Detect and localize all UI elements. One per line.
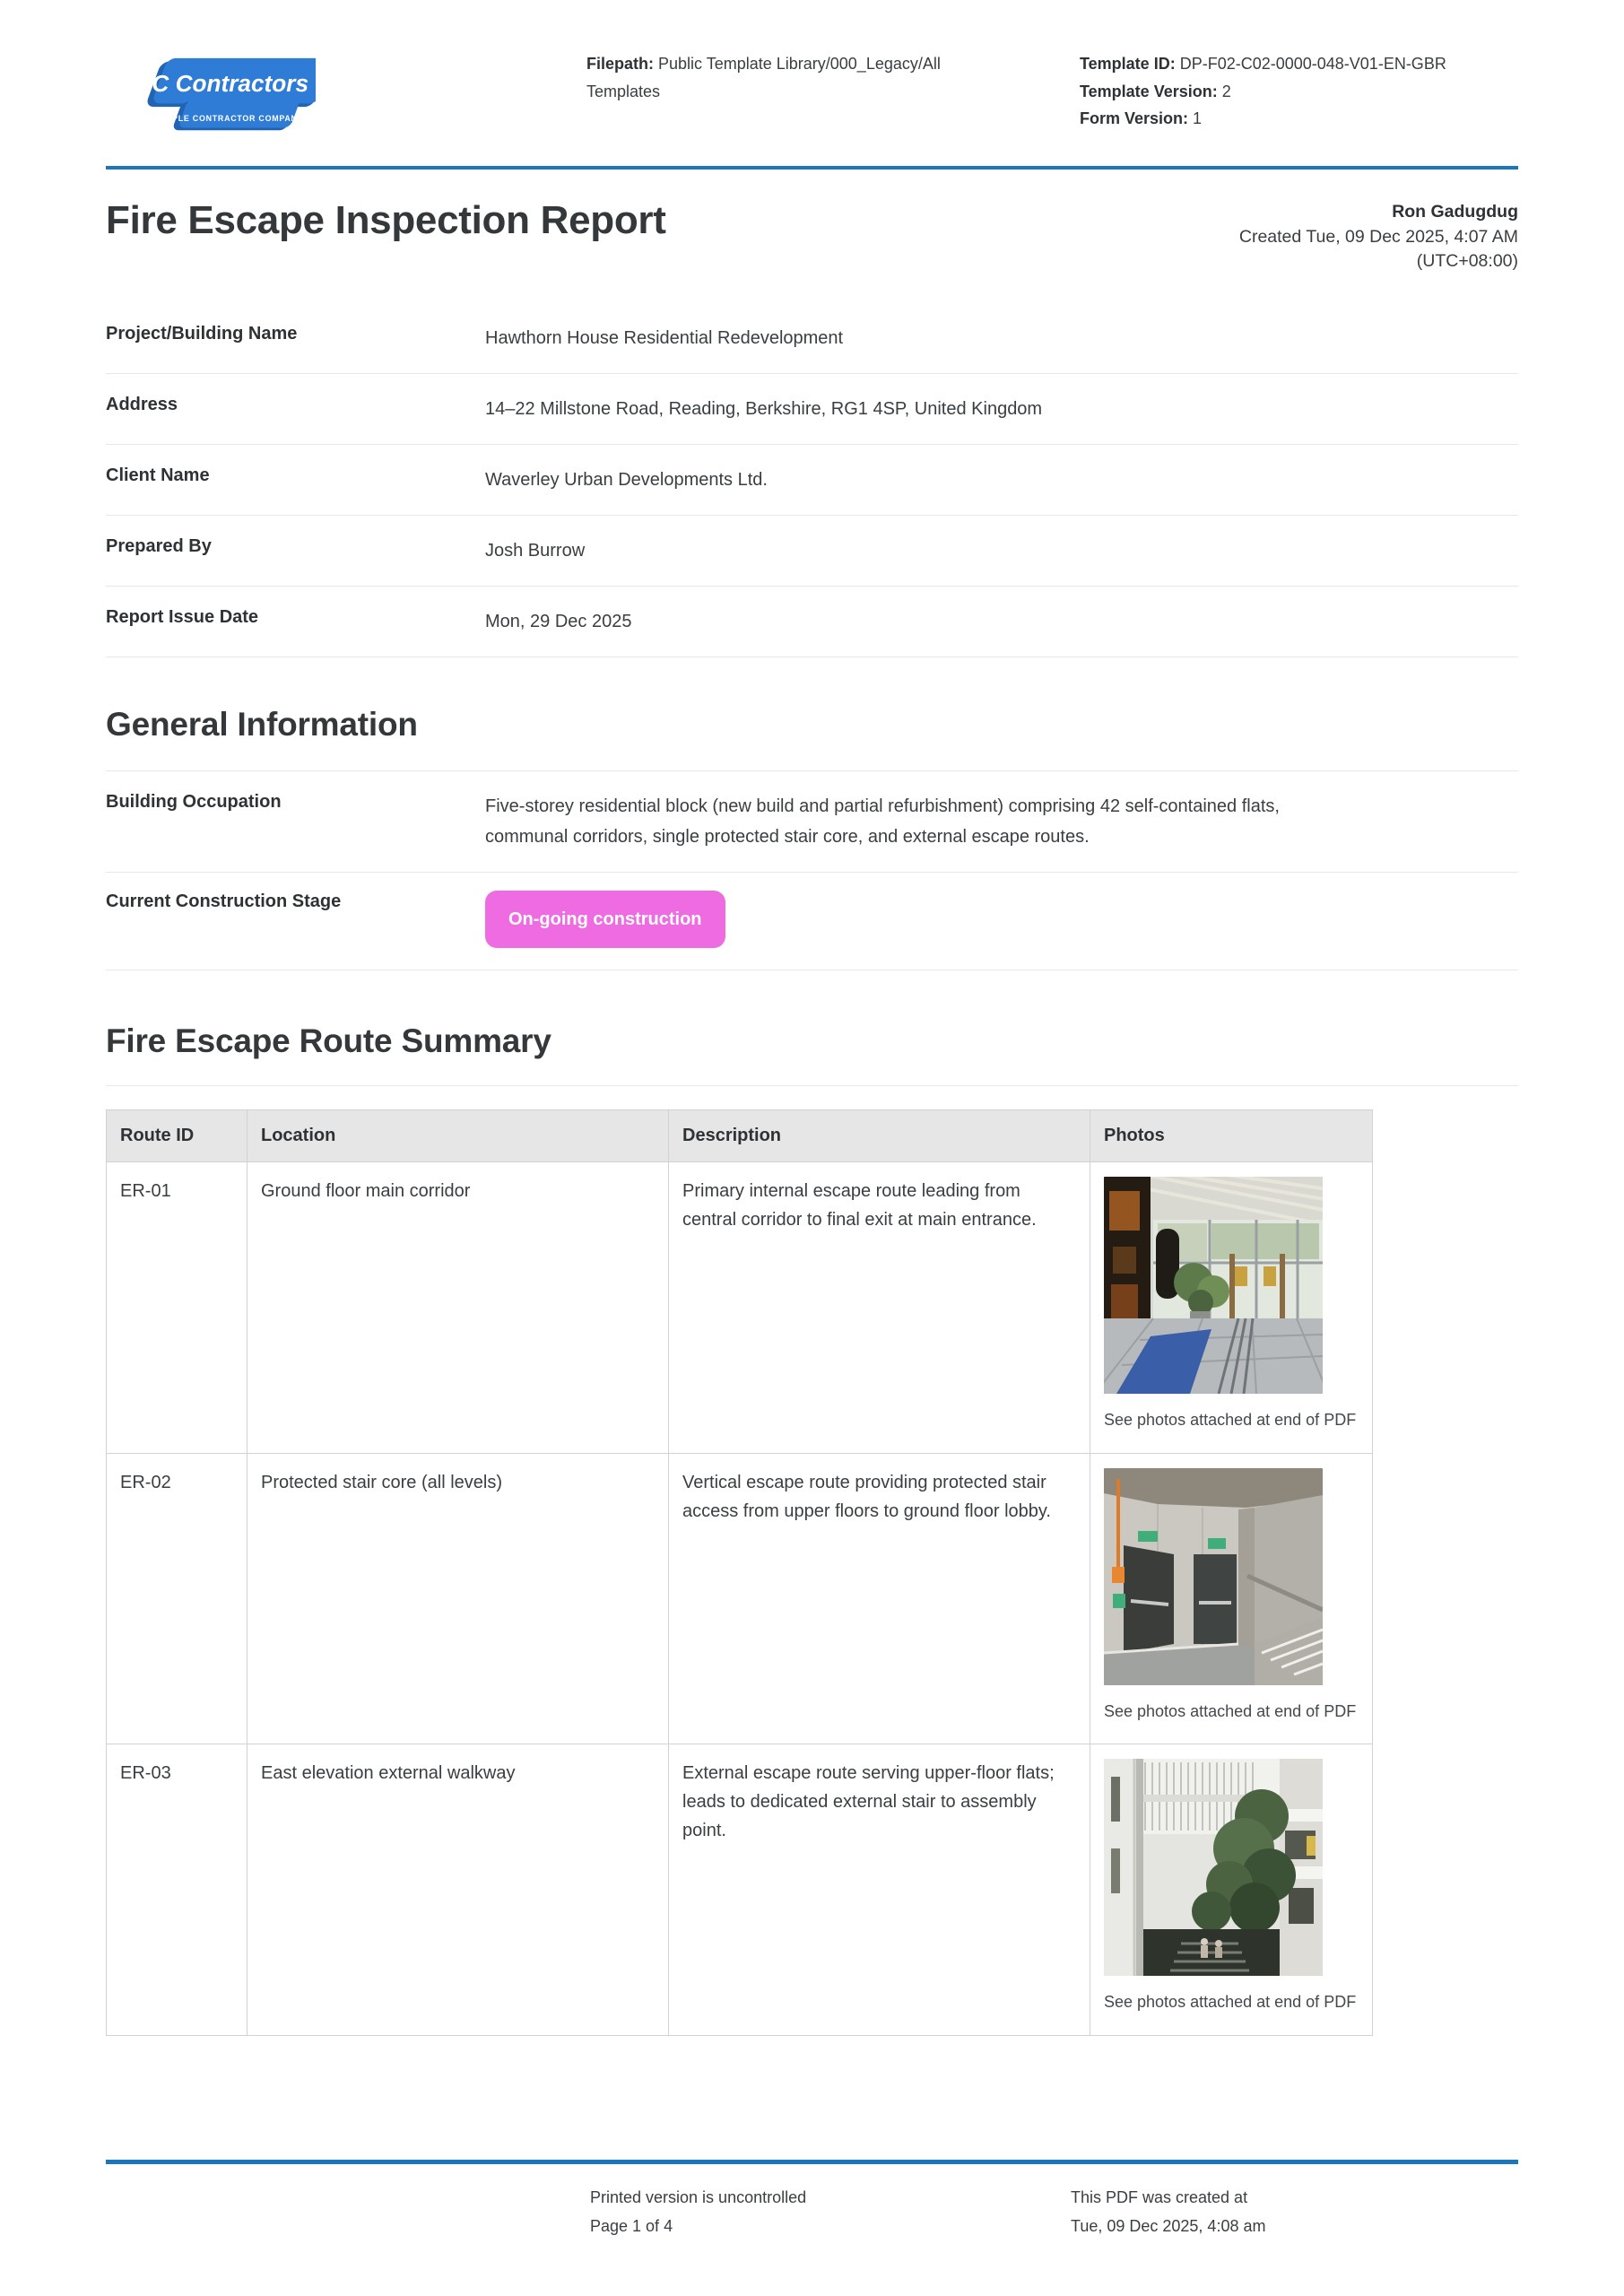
- photo-cell: [1090, 1162, 1373, 1454]
- route-summary-section: [106, 1022, 1518, 2036]
- photo-caption: See photos attached at end of PDF: [1104, 1993, 1357, 2012]
- col-description: Description: [669, 1110, 1090, 1162]
- photo-caption: See photos attached at end of PDF: [1104, 1701, 1357, 1720]
- photo-cell: [1090, 1744, 1373, 2036]
- description-cell: External escape route serving upper-floor flats; leads to dedicated external stair to assembly point.: [669, 1744, 1090, 2036]
- field-row-project: Project/Building Name Hawthorn House Residential Redevelopment: [106, 303, 1518, 374]
- svg-text:ABC Contractors: ABC Contractors: [117, 70, 309, 98]
- table-row-er01: [107, 1162, 1373, 1454]
- abc-contractors-logo-icon: [106, 52, 316, 138]
- page-title: Fire Escape Inspection Report: [106, 198, 666, 242]
- route-summary-table: [106, 1109, 1373, 2036]
- general-information-heading: General Information: [106, 706, 418, 744]
- section-divider: [106, 1085, 1518, 1086]
- footer-created-timestamp: Tue, 09 Dec 2025, 4:08 am: [1071, 2216, 1266, 2235]
- page-footer: [106, 2160, 1518, 2240]
- description-cell: Vertical escape route providing protected stair access from upper floors to ground floor lobby.: [669, 1453, 1090, 1744]
- footer-left-block: [590, 2184, 913, 2240]
- created-by-block: [1239, 200, 1518, 274]
- photo-caption: See photos attached at end of PDF: [1104, 1411, 1357, 1430]
- template-id-line: Template ID: DP-F02-C02-0000-048-V01-EN-GBR: [1080, 55, 1446, 73]
- summary-fields: [106, 303, 1518, 657]
- table-header-row: [107, 1110, 1373, 1162]
- external-walkway-photo: [1104, 1759, 1323, 1976]
- route-summary-heading: Fire Escape Route Summary: [106, 1022, 551, 1060]
- page-header: [106, 50, 1518, 143]
- field-row-issue-date: Report Issue Date Mon, 29 Dec 2025: [106, 587, 1518, 657]
- company-logo: [106, 52, 316, 143]
- footer-right-block: [1071, 2184, 1265, 2240]
- location-cell: Ground floor main corridor: [248, 1162, 669, 1454]
- form-version-line: Form Version: 1: [1080, 109, 1203, 128]
- status-badge: On-going construction: [485, 891, 725, 948]
- filepath-block: [586, 50, 1015, 105]
- author-name: Ron Gadugdug: [1392, 202, 1518, 222]
- footer-created-note: This PDF was created at: [1071, 2188, 1248, 2206]
- route-id-cell: ER-02: [107, 1453, 248, 1744]
- protected-stair-core-photo: [1104, 1468, 1323, 1685]
- route-id-cell: ER-01: [107, 1162, 248, 1454]
- location-cell: Protected stair core (all levels): [248, 1453, 669, 1744]
- field-row-building-occupation: Building Occupation Five-storey residential block (new build and partial refurbishment) comprising 42 self-contained flats, communal corridors, single protected stair core, and external escape routes.: [106, 771, 1518, 873]
- footer-page-number: Page 1 of 4: [590, 2216, 673, 2235]
- location-cell: East elevation external walkway: [248, 1744, 669, 2036]
- created-timezone: (UTC+08:00): [1416, 251, 1518, 272]
- filepath-label: Filepath:: [586, 55, 654, 73]
- template-version-line: Template Version: 2: [1080, 82, 1231, 100]
- col-location: Location: [248, 1110, 669, 1162]
- field-row-construction-stage: Current Construction Stage On-going construction: [106, 873, 1518, 970]
- general-information-section: [106, 706, 1518, 970]
- filepath-value: Public Template Library/000_Legacy/All Templates: [586, 55, 941, 100]
- table-row-er03: [107, 1744, 1373, 2036]
- table-row-er02: [107, 1453, 1373, 1744]
- col-photos: Photos: [1090, 1110, 1373, 1162]
- footer-divider: [106, 2160, 1518, 2164]
- template-meta-block: [1080, 50, 1446, 133]
- photo-cell: [1090, 1453, 1373, 1744]
- col-route-id: Route ID: [107, 1110, 248, 1162]
- header-divider: [106, 166, 1518, 170]
- field-row-prepared-by: Prepared By Josh Burrow: [106, 516, 1518, 587]
- footer-uncontrolled-note: Printed version is uncontrolled: [590, 2188, 807, 2206]
- field-row-client: Client Name Waverley Urban Developments Ltd.: [106, 445, 1518, 516]
- lobby-entrance-photo: [1104, 1177, 1323, 1394]
- route-id-cell: ER-03: [107, 1744, 248, 2036]
- field-row-address: Address 14–22 Millstone Road, Reading, Berkshire, RG1 4SP, United Kingdom: [106, 374, 1518, 445]
- svg-text:EXAMPLE CONTRACTOR COMPANY: EXAMPLE CONTRACTOR COMPANY: [146, 114, 304, 124]
- created-timestamp: Created Tue, 09 Dec 2025, 4:07 AM: [1238, 226, 1518, 247]
- description-cell: Primary internal escape route leading from central corridor to final exit at main entrance.: [669, 1162, 1090, 1454]
